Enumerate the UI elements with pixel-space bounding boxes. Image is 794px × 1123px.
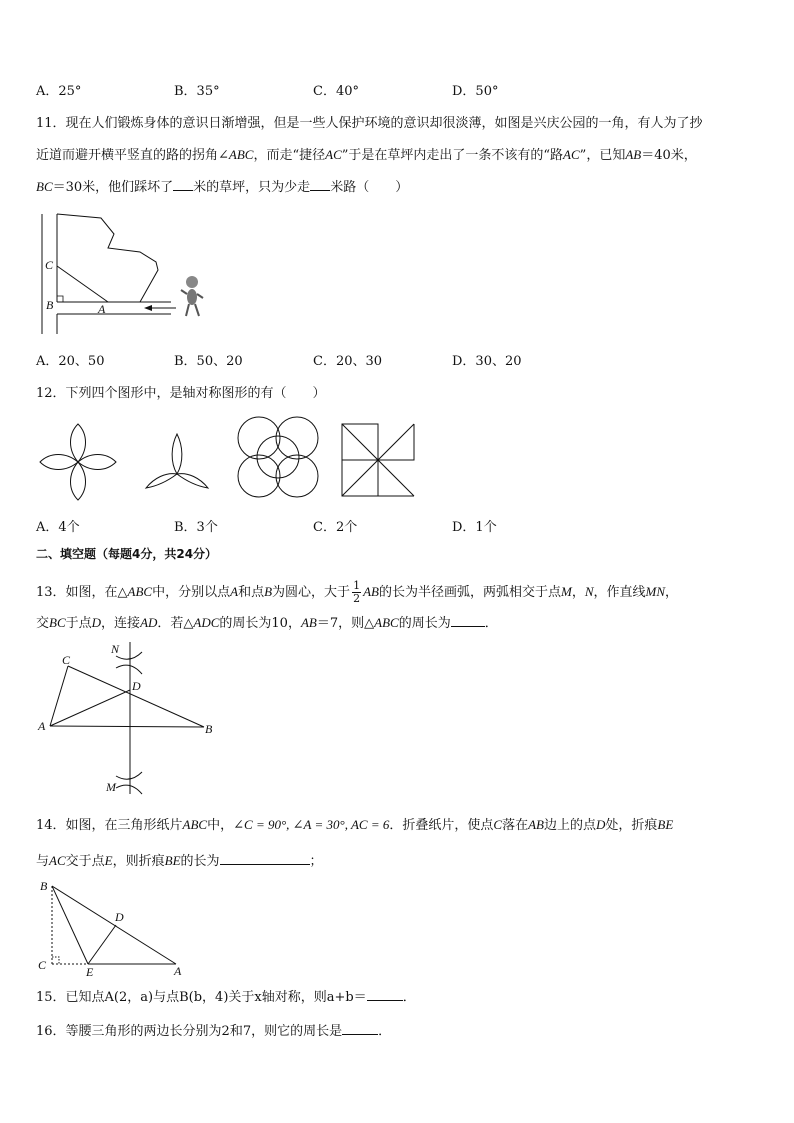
q10-option-a: A．25°: [36, 84, 82, 99]
q16-stem: 16．等腰三角形的两边长分别为2和7，则它的周长是 ．: [36, 1024, 392, 1039]
q12-option-c: C．2个: [313, 520, 358, 535]
q11-blank-1: [173, 178, 193, 191]
q14-label-d: D: [115, 910, 124, 924]
q12-figure-four-circles: [233, 412, 323, 502]
q11-option-b: B．50、20: [174, 354, 243, 369]
q10-option-c: C．40°: [313, 84, 359, 99]
q11-figure: [36, 208, 256, 338]
q13-label-n: N: [111, 642, 120, 656]
q16-answer-blank: [342, 1022, 378, 1035]
q12-figure-three-petal: [142, 432, 212, 512]
q13-label-a: A: [38, 719, 46, 733]
q11-label-c: C: [45, 258, 54, 272]
q12-option-b: B．3个: [174, 520, 218, 535]
q13-label-c: C: [62, 653, 71, 667]
q11-stem-line3: BC＝30米，他们踩坏了 米的草坪，只为少走 米路（ ）: [36, 179, 409, 195]
q11-option-d: D．30、20: [452, 354, 522, 369]
q15-answer-blank: [367, 988, 403, 1001]
q13-label-b: B: [205, 722, 213, 736]
q10-option-d: D．50°: [452, 84, 499, 99]
q13-stem-line2: 交BC于点D，连接AD．若△ADC的周长为10，AB＝7，则△ABC的周长为 ．: [36, 615, 498, 631]
q14-label-c: C: [38, 958, 47, 972]
q12-option-d: D．1个: [452, 520, 497, 535]
q11-stem-line1: 11．现在人们锻炼身体的意识日渐增强，但是一些人保护环境的意识却很淡薄，如图是兴庆公园的一角，有人为了抄: [36, 116, 703, 131]
q13-answer-blank: [451, 614, 485, 627]
q13-fraction: $\frac{1}{2}$: [353, 579, 361, 605]
q14-stem-line1: 14．如图，在三角形纸片ABC中，∠C = 90°, ∠A = 30°, AC = 6．折叠纸片，使点C落在AB边上的点D处，折痕BE: [36, 817, 674, 833]
q11-option-c: C．20、30: [313, 354, 383, 369]
q14-answer-blank: [220, 852, 310, 865]
q13-figure: [34, 638, 224, 798]
q14-label-b: B: [40, 879, 48, 893]
q11-blank-2: [310, 178, 330, 191]
q14-label-e: E: [86, 965, 94, 979]
walking-person-icon: [181, 276, 203, 316]
q14-label-a: A: [174, 964, 182, 978]
q10-option-b: B．35°: [174, 84, 220, 99]
q15-stem: 15．已知点A(2，a)与点B(b，4)关于x轴对称，则a+b＝ ．: [36, 990, 416, 1005]
q13-stem-line1: 13．如图，在△ABC中，分别以点A和点B为圆心，大于 $\frac{1}{2}$ AB的长为半径画弧，两弧相交于点M，N，作直线MN，: [36, 579, 679, 605]
q11-option-a: A．20、50: [36, 354, 105, 369]
q13-label-d: D: [132, 679, 141, 693]
q12-figure-four-petal: [38, 422, 118, 502]
q13-label-m: M: [106, 780, 116, 794]
q12-figure-pinwheel: [338, 420, 418, 500]
q12-stem: 12．下列四个图形中，是轴对称图形的有（ ）: [36, 386, 326, 401]
q14-figure: [36, 876, 196, 979]
q11-stem-line2: 近道而避开横平竖直的路的拐角∠ABC，而走“捷径AC”于是在草坪内走出了一条不该有的“路AC”，已知AB＝40米，: [36, 147, 697, 163]
q11-label-b: B: [46, 298, 54, 312]
q11-label-a: A: [98, 302, 106, 316]
q14-stem-line2: 与AC交于点E，则折痕BE的长为 ；: [36, 853, 323, 869]
q12-option-a: A．4个: [36, 520, 80, 535]
section-fill-blank-heading: 二、填空题（每题4分，共24分）: [36, 547, 218, 561]
